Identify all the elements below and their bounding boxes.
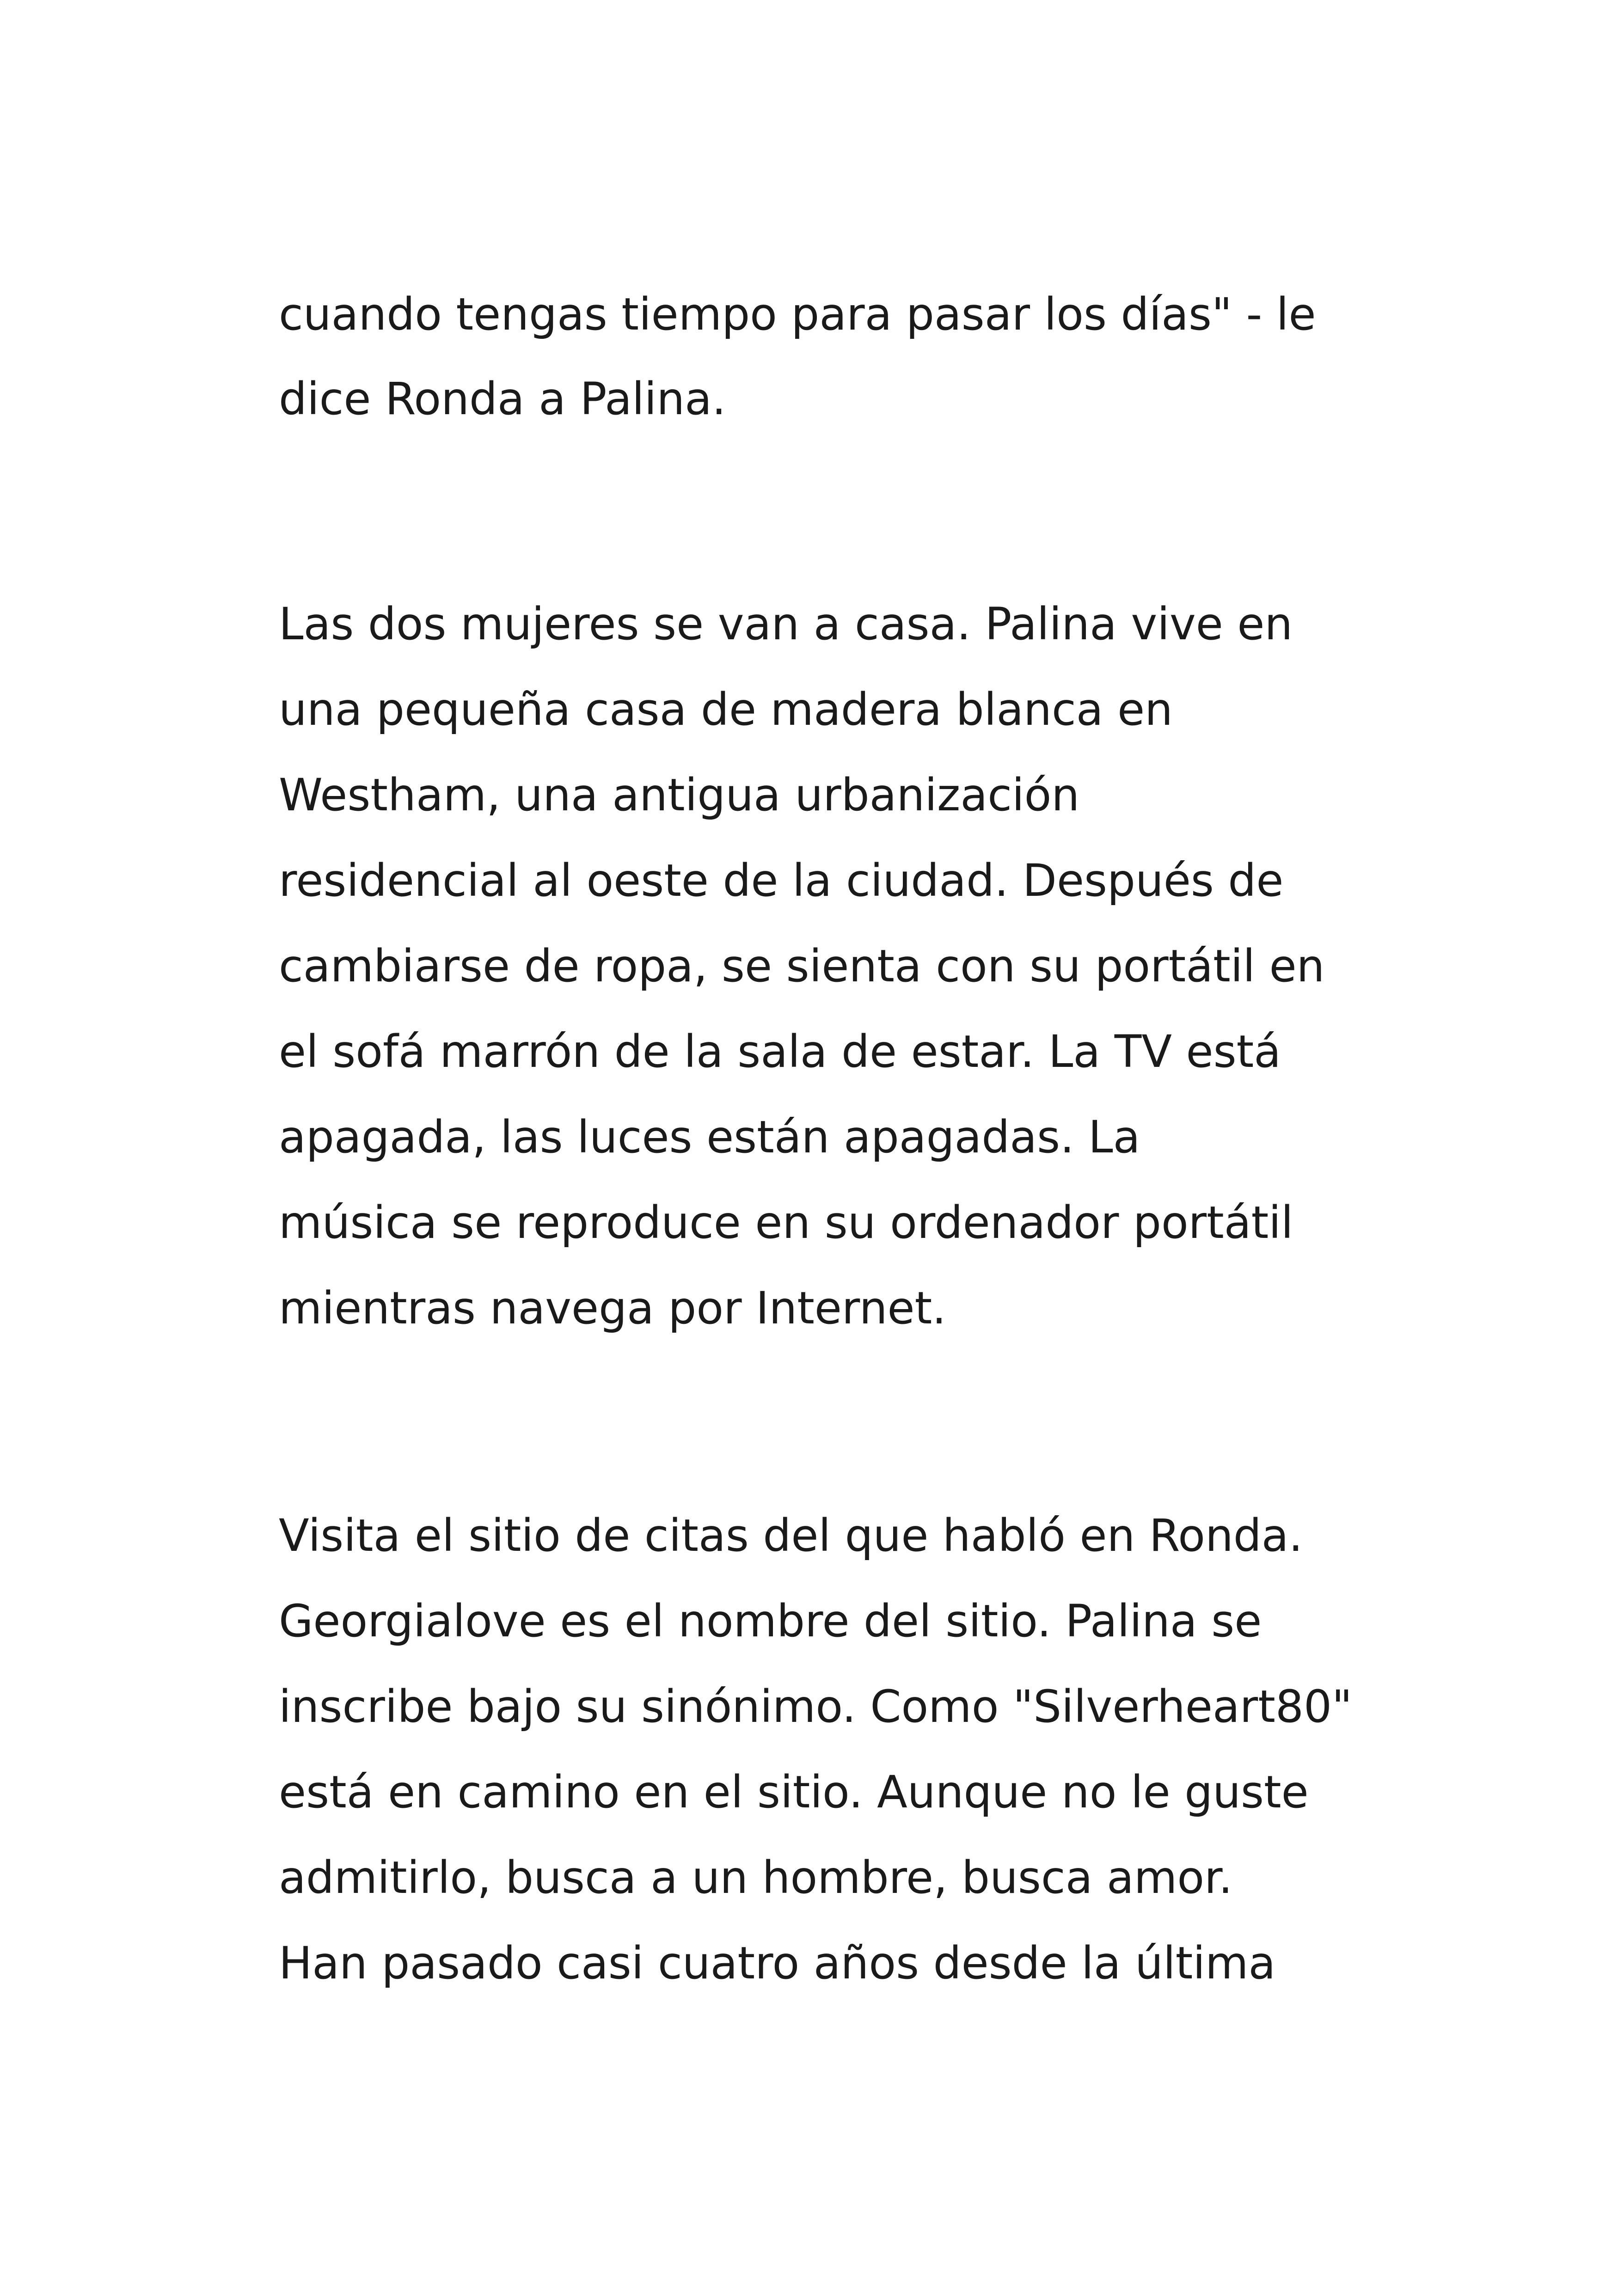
paragraph-line: Las dos mujeres se van a casa. Palina vive en: [279, 598, 1293, 650]
paragraph-line: admitirlo, busca a un hombre, busca amor.: [279, 1852, 1233, 1904]
paragraph-line: Han pasado casi cuatro años desde la última: [279, 1937, 1276, 1989]
paragraph-line: residencial al oeste de la ciudad. Después de: [279, 855, 1284, 906]
paragraph-line: Georgialove es el nombre del sitio. Palina se: [279, 1595, 1262, 1647]
paragraph-line: mientras navega por Internet.: [279, 1282, 946, 1334]
paragraph-line: cambiarse de ropa, se sienta con su portátil en: [279, 940, 1325, 992]
paragraph-line: apagada, las luces están apagadas. La: [279, 1111, 1140, 1163]
paragraph-line: música se reproduce en su ordenador portátil: [279, 1197, 1293, 1249]
paragraph-line: Westham, una antigua urbanización: [279, 769, 1080, 821]
paragraph-line: una pequeña casa de madera blanca en: [279, 684, 1173, 735]
paragraph-line: cuando tengas tiempo para pasar los días" - le: [279, 288, 1316, 340]
paragraph-line: el sofá marrón de la sala de estar. La TV está: [279, 1026, 1281, 1078]
paragraph-line: inscribe bajo su sinónimo. Como "Silverheart80": [279, 1681, 1353, 1733]
paragraph-line: está en camino en el sitio. Aunque no le guste: [279, 1766, 1309, 1818]
paragraph-line: Visita el sitio de citas del que habló en Ronda.: [279, 1510, 1303, 1561]
paragraph-line: dice Ronda a Palina.: [279, 373, 726, 425]
